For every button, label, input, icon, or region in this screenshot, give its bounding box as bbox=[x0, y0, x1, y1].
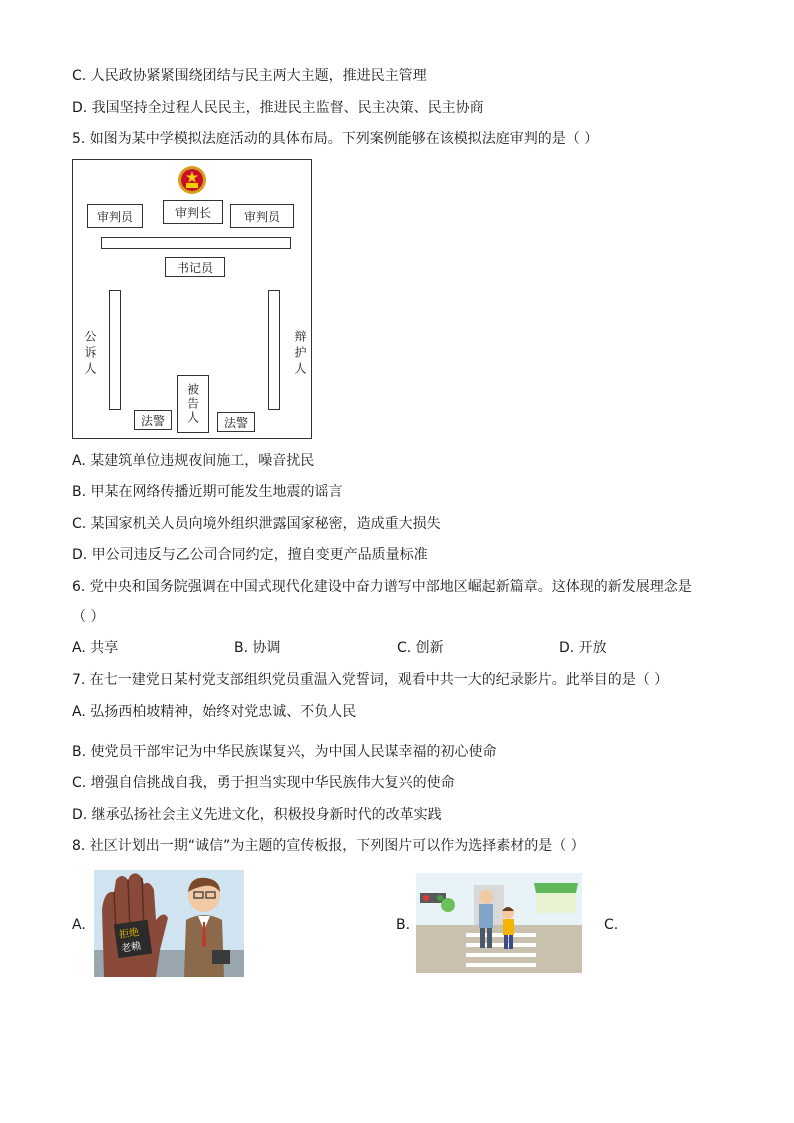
national-emblem-icon bbox=[177, 165, 207, 195]
defendant-box: 被告人 bbox=[177, 375, 209, 433]
q5-option-d: D. 甲公司违反与乙公司合同约定，擅自变更产品质量标准 bbox=[72, 547, 428, 563]
q6-option-b: B. 协调 bbox=[234, 640, 281, 656]
picture-a-refuse-defaulter bbox=[94, 870, 244, 977]
line-d-option: D. 我国坚持全过程人民民主，推进民主监督、民主决策、民主协商 bbox=[72, 100, 484, 116]
defender-desk bbox=[268, 290, 280, 410]
clerk-box: 书记员 bbox=[165, 257, 225, 277]
q7-option-b: B. 使党员干部牢记为中华民族谋复兴，为中国人民谋幸福的初心使命 bbox=[72, 744, 497, 760]
q7-option-c: C. 增强自信挑战自我，勇于担当实现中华民族伟大复兴的使命 bbox=[72, 775, 455, 791]
question-8: 8. 社区计划出一期“诚信”为主题的宣传板报，下列图片可以作为选择素材的是（ ） bbox=[72, 838, 585, 854]
q6-option-a: A. 共享 bbox=[72, 640, 119, 656]
q8-option-c-label: C. bbox=[604, 917, 619, 933]
q8-option-b-label: B. bbox=[396, 917, 411, 933]
picture-b-helping-elderly bbox=[416, 873, 582, 973]
q5-option-b: B. 甲某在网络传播近期可能发生地震的谣言 bbox=[72, 484, 343, 500]
q7-option-a: A. 弘扬西柏坡精神，始终对党忠诚、不负人民 bbox=[72, 704, 357, 720]
question-7: 7. 在七一建党日某村党支部组织党员重温入党誓词，观看中共一大的纪录影片。此举目的是（ ） bbox=[72, 672, 669, 688]
prosecutor-label: 公诉人 bbox=[83, 330, 97, 378]
picture-a-illustration bbox=[94, 870, 244, 977]
police-left-box: 法警 bbox=[134, 410, 172, 430]
q6-option-c: C. 创新 bbox=[397, 640, 444, 656]
court-layout-diagram bbox=[72, 159, 312, 439]
prosecutor-desk bbox=[109, 290, 121, 410]
svg-text:老赖: 老赖 bbox=[120, 940, 142, 955]
q5-option-c: C. 某国家机关人员向境外组织泄露国家秘密，造成重大损失 bbox=[72, 516, 441, 532]
judge-left-box: 审判员 bbox=[87, 204, 143, 228]
question-6: 6. 党中央和国务院强调在中国式现代化建设中奋力谱写中部地区崛起新篇章。这体现的新发展理念是 bbox=[72, 579, 692, 595]
q8-option-a-label: A. bbox=[72, 917, 86, 933]
defender-label: 辩护人 bbox=[293, 330, 307, 378]
judge-right-box: 审判员 bbox=[230, 204, 294, 228]
q5-option-a: A. 某建筑单位违规夜间施工，噪音扰民 bbox=[72, 453, 315, 469]
picture-b-illustration bbox=[416, 873, 582, 973]
police-right-box: 法警 bbox=[217, 412, 255, 432]
question-5: 5. 如图为某中学模拟法庭活动的具体布局。下列案例能够在该模拟法庭审判的是（ ） bbox=[72, 131, 599, 147]
svg-text:拒绝: 拒绝 bbox=[118, 927, 140, 941]
q7-option-d: D. 继承弘扬社会主义先进文化，积极投身新时代的改革实践 bbox=[72, 807, 442, 823]
judge-bench bbox=[101, 237, 291, 249]
line-c-option: C. 人民政协紧紧围绕团结与民主两大主题，推进民主管理 bbox=[72, 68, 427, 84]
q6-option-d: D. 开放 bbox=[559, 640, 607, 656]
chief-judge-box: 审判长 bbox=[163, 200, 223, 224]
question-6-tail: （ ） bbox=[72, 609, 105, 625]
